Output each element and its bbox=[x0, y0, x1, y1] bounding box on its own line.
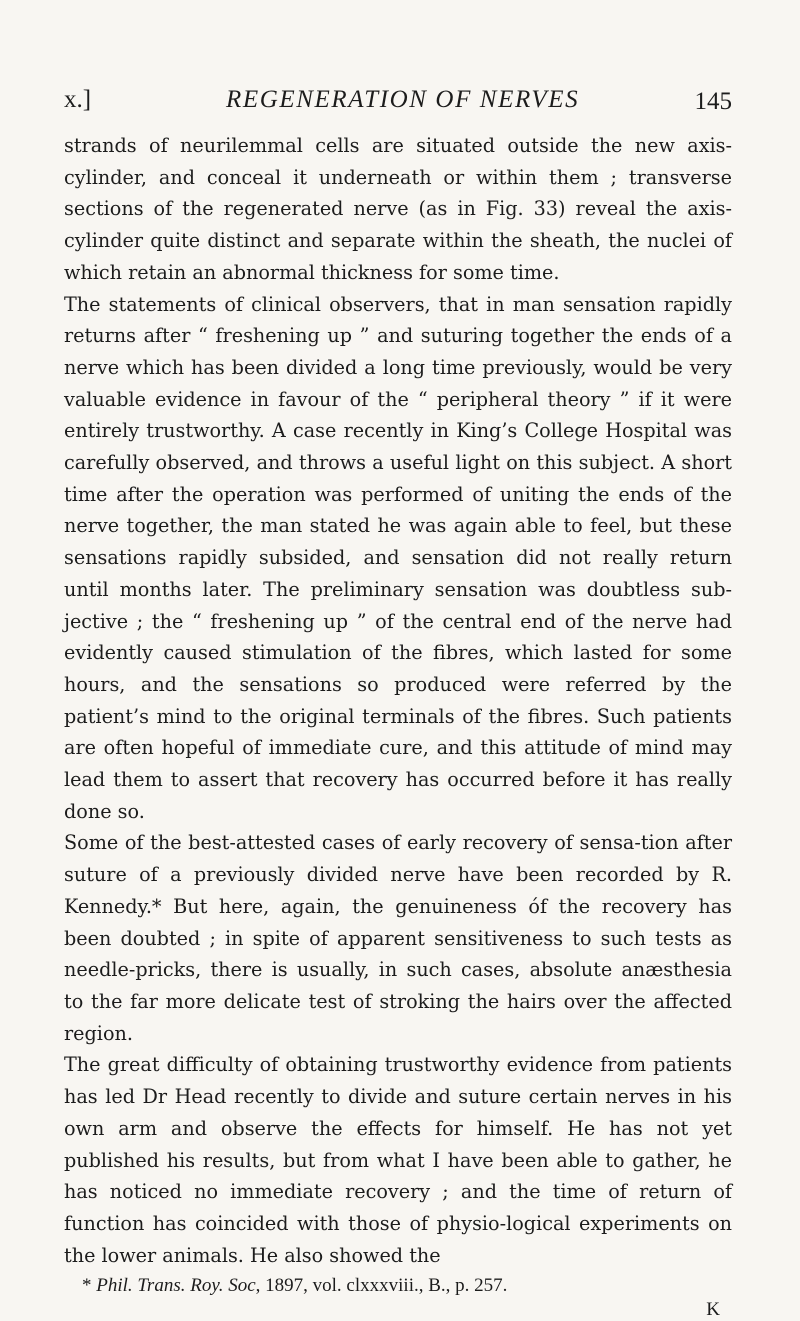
running-title: REGENERATION OF NERVES bbox=[226, 86, 580, 113]
footnote-source: Phil. Trans. Roy. Soc bbox=[96, 1275, 256, 1297]
footnote-marker: * bbox=[82, 1275, 92, 1297]
page-number: 145 bbox=[694, 88, 732, 115]
paragraph: The great difficulty of obtaining trustworthy evidence from patients has led Dr Head recently to divide and suture certain nerves in his own arm and observe the effects for himself. He has not yet published his results, but from what I have been able to gather, he has noticed no immediate recovery ; and the time of return of function has coincided with those of physio-logical experiments on the lower animals. He also showed the bbox=[64, 1053, 732, 1267]
footnote bbox=[64, 1273, 732, 1299]
footnote-citation: , 1897, vol. clxxxviii., B., p. 257. bbox=[255, 1275, 508, 1297]
running-head bbox=[64, 86, 732, 130]
body-text bbox=[64, 130, 732, 1271]
paragraph: The statements of clinical observers, that in man sensation rapidly returns after “ freshening up ” and suturing together the ends of a nerve which has been divided a long time previously, would be very valuable evidence in favour of the “ peripheral theory ” if it were entirely trustworthy. A case recently in King’s College Hospital was carefully observed, and throws a useful light on this subject. A short time after the operation was performed of uniting the ends of the nerve together, the man stated he was again able to feel, but these sensations rapidly subsided, and sensation did not really return until months later. The preliminary sensation was doubtless sub-jective ; the “ freshening up ” of the central end of the nerve had evidently caused stimulation of the fibres, which lasted for some hours, and the sensations so produced were referred by the patient’s mind to the original terminals of the fibres. Such patients are often hopeful of immediate cure, and this attitude of mind may lead them to assert that recovery has occurred before it has really done so. bbox=[64, 292, 732, 823]
chapter-marker: x.] bbox=[64, 86, 92, 113]
book-page bbox=[64, 86, 732, 1321]
paragraph: strands of neurilemmal cells are situated outside the new axis-cylinder, and conceal it underneath or within them ; transverse sections of the regenerated nerve (as in Fig. 33) reveal the axis-cylinder quite distinct and separate within the sheath, the nuclei of which retain an abnormal thickness for some time. bbox=[64, 134, 732, 284]
paragraph: Some of the best-attested cases of early recovery of sensa-tion after suture of a previously divided nerve have been recorded by R. Kennedy.* But here, again, the genuineness óf the recovery has been doubted ; in spite of apparent sensitiveness to such tests as needle-pricks, there is usually, in such cases, absolute anæsthesia to the far more delicate test of stroking the hairs over the affected region. bbox=[64, 831, 732, 1045]
signature-mark: K bbox=[706, 1299, 720, 1321]
